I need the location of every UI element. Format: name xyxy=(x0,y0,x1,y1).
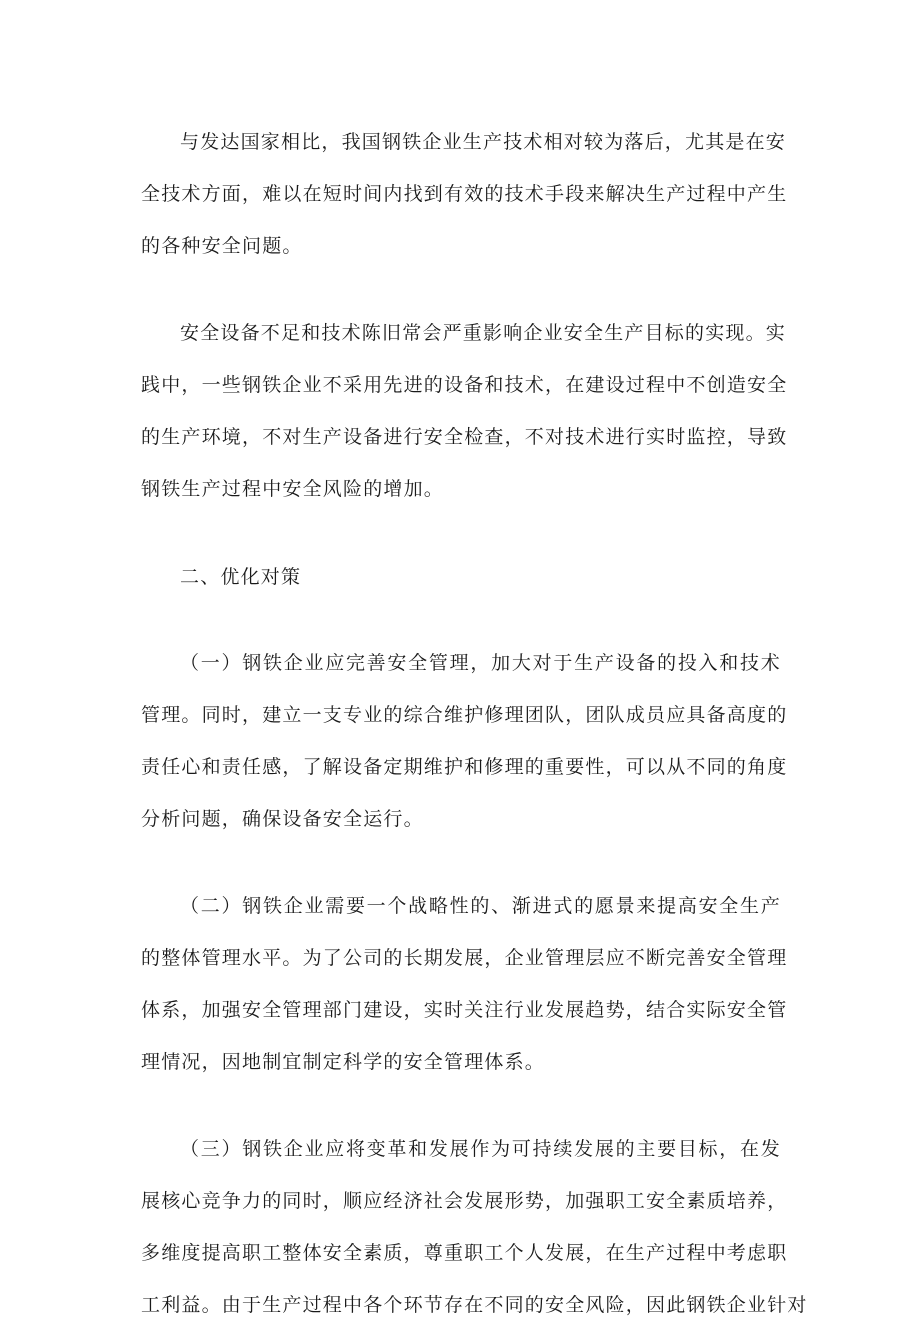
text-line: 与发达国家相比，我国钢铁企业生产技术相对较为落后，尤其是在安 xyxy=(180,131,787,153)
text-line: 的各种安全问题。 xyxy=(141,235,303,257)
text-line: 的生产环境，不对生产设备进行安全检查，不对技术进行实时监控，导致 xyxy=(141,426,788,448)
text-line: 展核心竞争力的同时，顺应经济社会发展形势，加强职工安全素质培养， xyxy=(141,1190,788,1212)
text-line: （三）钢铁企业应将变革和发展作为可持续发展的主要目标，在发 xyxy=(180,1138,781,1160)
text-line: 责任心和责任感，了解设备定期维护和修理的重要性，可以从不同的角度 xyxy=(141,756,788,778)
text-line: （二）钢铁企业需要一个战略性的、渐进式的愿景来提高安全生产 xyxy=(180,895,781,917)
text-line: 体系，加强安全管理部门建设，实时关注行业发展趋势，结合实际安全管 xyxy=(141,999,788,1021)
text-line: 分析问题，确保设备安全运行。 xyxy=(141,808,424,830)
text-line: 管理。同时，建立一支专业的综合维护修理团队，团队成员应具备高度的 xyxy=(141,704,788,726)
text-line: 全技术方面，难以在短时间内找到有效的技术手段来解决生产过程中产生 xyxy=(141,183,788,205)
text-line: 理情况，因地制宜制定科学的安全管理体系。 xyxy=(141,1051,546,1073)
text-line: 多维度提高职工整体安全素质，尊重职工个人发展，在生产过程中考虑职 xyxy=(141,1242,788,1264)
text-line: （一）钢铁企业应完善安全管理，加大对于生产设备的投入和技术 xyxy=(180,652,781,674)
text-line: 钢铁生产过程中安全风险的增加。 xyxy=(141,478,445,500)
text-line: 践中，一些钢铁企业不采用先进的设备和技术，在建设过程中不创造安全 xyxy=(141,374,788,396)
text-line: 安全设备不足和技术陈旧常会严重影响企业安全生产目标的实现。实 xyxy=(180,322,787,344)
section-heading: 二、优化对策 xyxy=(180,566,302,588)
text-line: 的整体管理水平。为了公司的长期发展，企业管理层应不断完善安全管理 xyxy=(141,947,788,969)
text-line: 工利益。由于生产过程中各个环节存在不同的安全风险，因此钢铁企业针对 xyxy=(141,1294,808,1316)
